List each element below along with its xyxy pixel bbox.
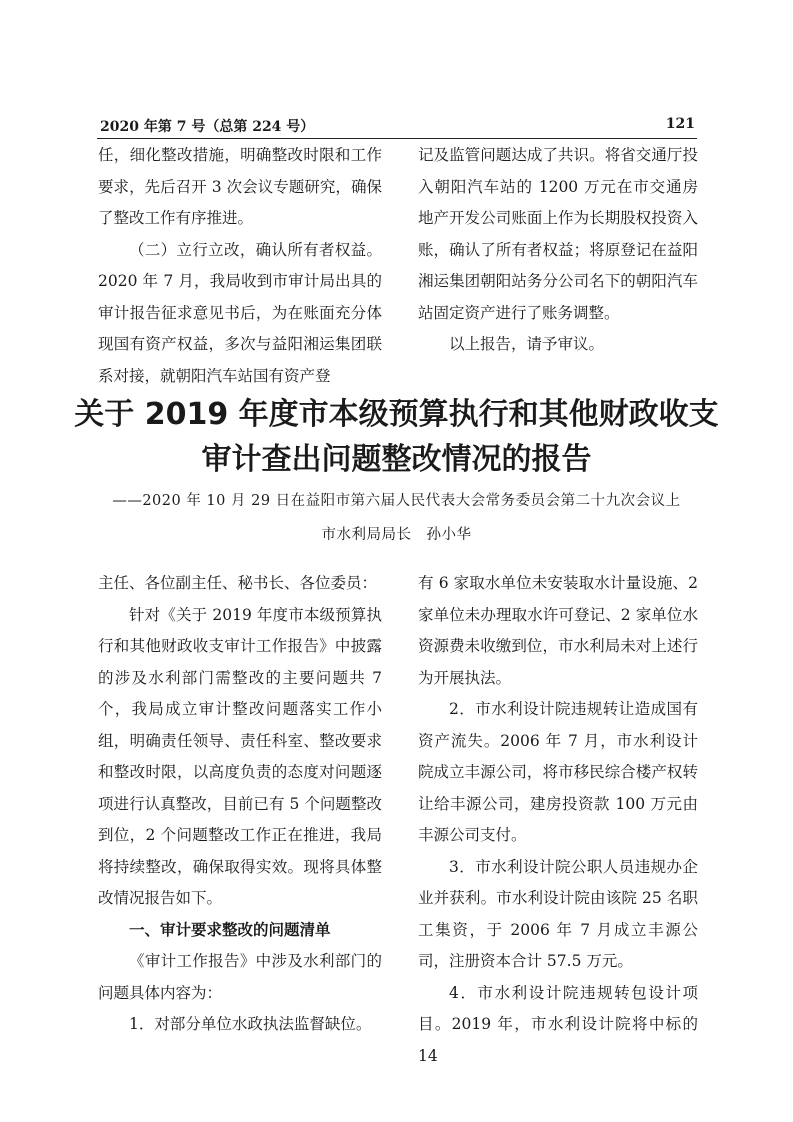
article-title-line-2: 审计查出问题整改情况的报告 [201,442,592,477]
paragraph-closing-request: 以上报告，请予审议。 [449,335,605,353]
body-left-column [98,568,382,1041]
page-number: 121 [665,116,695,132]
paragraph-accounting-adjustment: 记及监管问题达成了共识。将省交通厅投入朝阳汽车站的 1200 万元在市交通房地产开发公司账面上作为长期股权投资入账，确认了所有者权益；将原登记在益阳湘运集团朝阳站务分公司名下的朝阳汽车站固定资产进行了账务调整。 [418,146,698,322]
article-title [60,392,733,482]
top-right-column [418,140,698,361]
salutation: 主任、各位副主任、秘书长、各位委员： [98,574,378,592]
article-author: 市水利局局长 孙小华 [321,527,472,543]
list-item-4: 4．市水利设计院违规转包设计项目。2019 年，市水利设计院将中标的 14 [418,983,698,1065]
issue-number: 2020 年第 7 号（总第 224 号） [100,119,315,135]
article-subtitle-line-1: ——2020 年 10 月 29 日在益阳市第六届人民代表大会常务委员会第二十九次会议上 [112,493,681,509]
list-item-3: 3．市水利设计院公职人员违规办企业并获利。市水利设计院由该院 25 名职工集资，于 2006 年 7 月成立丰源公司，注册资本合计 57.5 万元。 [418,857,698,970]
list-item-1-continuation: 有 6 家取水单位未安装取水计量设施、2 家单位未办理取水许可登记、2 家单位水资源费未收缴到位，市水利局未对上述行为开展执法。 [418,574,698,687]
list-item-2: 2．市水利设计院违规转让造成国有资产流失。2006 年 7 月，市水利设计院成立丰源公司，将市移民综合楼产权转让给丰源公司，建房投资款 100 万元由丰源公司支付。 [418,700,698,844]
page-header [97,116,697,139]
body-right-column [418,568,698,1072]
paragraph-intro: 针对《关于 2019 年度市本级预算执行和其他财政收支审计工作报告》中披露的涉及水利部门需整改的主要问题共 7 个，我局成立审计整改问题落实工作小组，明确责任领导、责任科室、整改要求和整改时限，以高度负责的态度对问题逐项进行认真整改，目前已有 5 个问题整改到位，2 个问题整改工作正在推进，我局将持续整改，确保取得实效。现将具体整改情况报告如下。 [98,605,382,907]
article-subtitle [60,484,733,552]
section-heading: 一、审计要求整改的问题清单 [129,920,331,939]
list-item-1: 1．对部分单位水政执法监督缺位。 [129,1015,372,1033]
article-title-line-1: 关于 2019 年度市本级预算执行和其他财政收支 [74,397,719,432]
paragraph-continuation: 任，细化整改措施，明确整改时限和工作要求，先后召开 3 次会议专题研究，确保了整改工作有序推进。 [98,146,382,227]
top-left-column [98,140,382,392]
paragraph-ownership-confirmation: （二）立行立改，确认所有者权益。2020 年 7 月，我局收到市审计局出具的审计报告征求意见书后，为在账面充分体现国有资产权益，多次与益阳湘运集团联系对接，就朝阳汽车站国有资产登 [98,240,382,385]
paragraph-section-intro: 《审计工作报告》中涉及水利部门的问题具体内容为： [98,952,382,1002]
